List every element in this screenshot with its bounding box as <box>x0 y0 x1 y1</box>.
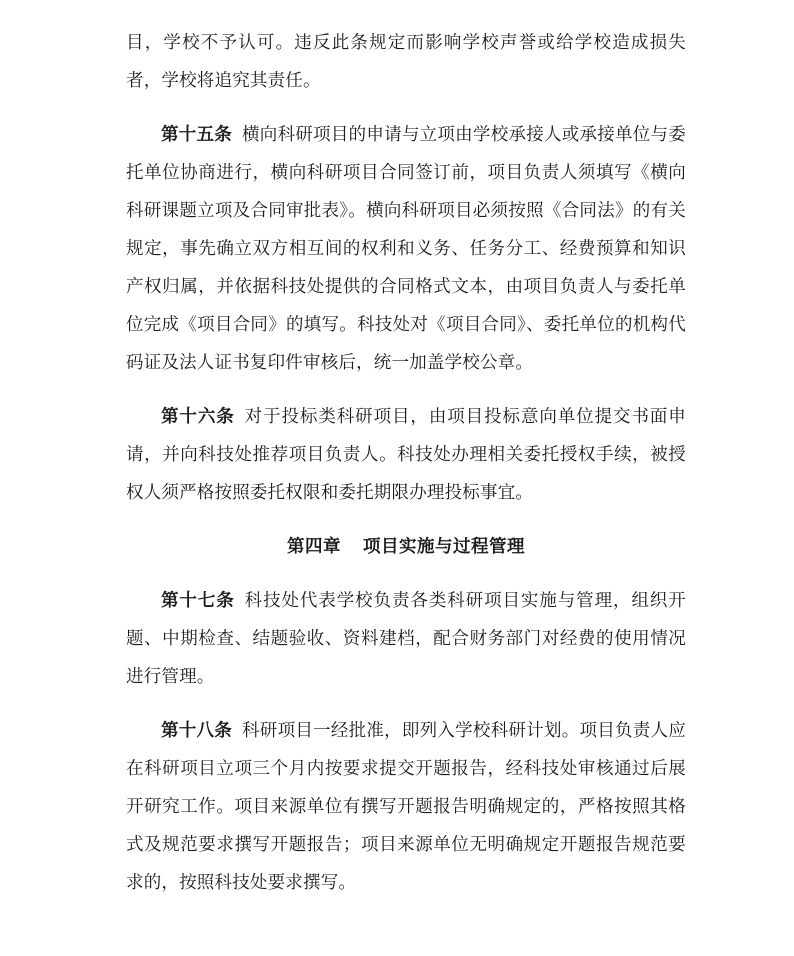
article-18-text: 科研项目一经批准，即列入学校科研计划。项目负责人应在科研项目立项三个月内按要求提交开题报告，经科技处审核通过后展开研究工作。项目来源单位有撰写开题报告明确规定的，严格按照其格式及规范要求撰写开题报告；项目来源单位无明确规定开题报告规范要求的，按照科技处要求撰写。 <box>126 721 686 893</box>
article-17-text: 科技处代表学校负责各类科研项目实施与管理，组织开题、中期检查、结题验收、资料建档，配合财务部门对经费的使用情况进行管理。 <box>126 591 686 687</box>
article-16-title: 第十六条 <box>161 407 235 427</box>
chapter-title: 项目实施与过程管理 <box>363 537 525 557</box>
article-15 <box>126 116 686 382</box>
chapter-number: 第四章 <box>287 537 341 557</box>
document-body <box>126 24 686 902</box>
article-15-title: 第十五条 <box>161 125 233 145</box>
article-17 <box>126 582 686 696</box>
article-15-text: 横向科研项目的申请与立项由学校承接人或承接单位与委托单位协商进行，横向科研项目合同签订前，项目负责人须填写《横向科研课题立项及合同审批表》。横向科研项目必须按照《合同法》的有关规定，事先确立双方相互间的权利和义务、任务分工、经费预算和知识产权归属，并依据科技处提供的合同格式文本，由项目负责人与委托单位完成《项目合同》的填写。科技处对《项目合同》、委托单位的机构代码证及法人证书复印件审核后，统一加盖学校公章。 <box>126 125 686 373</box>
article-18 <box>126 712 686 902</box>
chapter-heading <box>126 528 686 566</box>
article-16-text: 对于投标类科研项目，由项目投标意向单位提交书面申请，并向科技处推荐项目负责人。科技处办理相关委托授权手续，被授权人须严格按照委托权限和委托期限办理投标事宜。 <box>126 407 686 503</box>
article-17-title: 第十七条 <box>161 591 235 611</box>
continuation-paragraph: 目，学校不予认可。违反此条规定而影响学校声誉或给学校造成损失者，学校将追究其责任。 <box>126 33 686 91</box>
article-18-title: 第十八条 <box>161 721 233 741</box>
article-16 <box>126 398 686 512</box>
